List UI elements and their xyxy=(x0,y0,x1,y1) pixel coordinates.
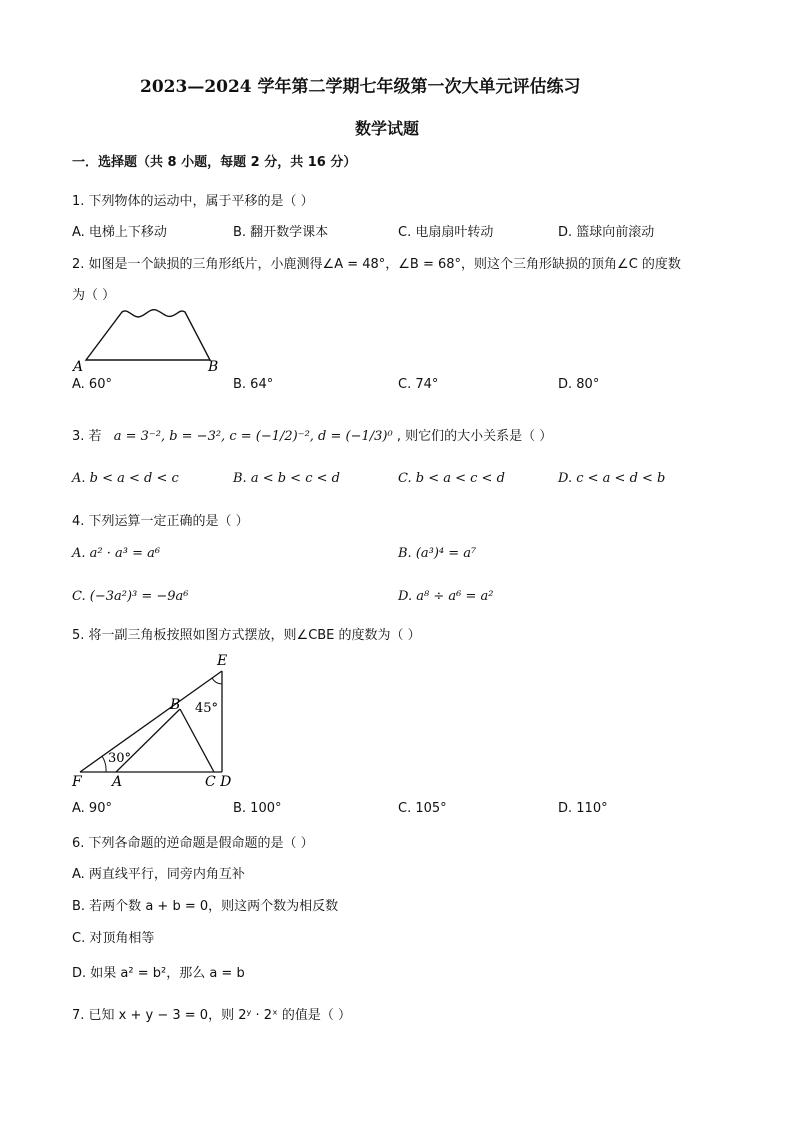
q2-option-a: A. 60° xyxy=(72,377,112,392)
q2-figure xyxy=(70,305,230,375)
q5-label-e: E xyxy=(217,653,228,669)
q5-label-b: B xyxy=(170,697,181,713)
q3-prefix: 3. 若 xyxy=(72,429,102,444)
q5-option-c: C. 105° xyxy=(398,801,447,816)
question-7-stem: 7. 已知 x + y − 3 = 0，则 2ʸ · 2ˣ 的值是（ ） xyxy=(72,1008,352,1023)
q3-option-c: C. b < a < c < d xyxy=(398,471,505,486)
q5-label-a: A xyxy=(112,774,123,790)
q5-label-f: F xyxy=(72,774,82,790)
q3-expression: a = 3⁻², b = −3², c = (−1/2)⁻², d = (−1/3)⁰ xyxy=(113,429,393,444)
q1-option-c: C. 电扇扇叶转动 xyxy=(398,225,494,240)
q2-label-a: A xyxy=(73,359,84,375)
q3-option-b: B. a < b < c < d xyxy=(233,471,340,486)
q6-option-a: A. 两直线平行，同旁内角互补 xyxy=(72,867,245,882)
q5-option-a: A. 90° xyxy=(72,801,112,816)
question-1-stem: 1. 下列物体的运动中，属于平移的是（ ） xyxy=(72,194,314,209)
q5-option-d: D. 110° xyxy=(558,801,608,816)
q4-option-d: D. a⁸ ÷ a⁶ = a² xyxy=(398,589,494,604)
q3-option-a: A. b < a < d < c xyxy=(72,471,179,486)
q4-option-b: B. (a³)⁴ = a⁷ xyxy=(398,546,477,561)
page-subtitle: 数学试题 xyxy=(355,119,420,138)
q6-option-b: B. 若两个数 a + b = 0，则这两个数为相反数 xyxy=(72,899,339,914)
question-2-stem: 2. 如图是一个缺损的三角形纸片，小鹿测得∠A = 48°，∠B = 68°，则这个三角形缺损的顶角∠C 的度数 xyxy=(72,257,681,272)
section-heading: 一．选择题（共 8 小题，每题 2 分，共 16 分） xyxy=(72,155,357,170)
q4-option-c: C. (−3a²)³ = −9a⁶ xyxy=(72,589,189,604)
q6-option-c: C. 对顶角相等 xyxy=(72,931,155,946)
page-title: 2023—2024 学年第二学期七年级第一次大单元评估练习 xyxy=(140,77,581,97)
q1-option-b: B. 翻开数学课本 xyxy=(233,225,329,240)
question-2-stem-cont: 为（ ） xyxy=(72,288,116,303)
question-6-stem: 6. 下列各命题的逆命题是假命题的是（ ） xyxy=(72,836,314,851)
q2-label-b: B xyxy=(208,359,219,375)
q5-label-30: 30° xyxy=(108,751,132,766)
q1-option-d: D. 篮球向前滚动 xyxy=(558,225,655,240)
q6-option-d: D. 如果 a² = b²，那么 a = b xyxy=(72,966,245,981)
q5-line-fe xyxy=(80,671,222,772)
q5-figure xyxy=(68,648,248,793)
q5-label-cd: C D xyxy=(205,774,232,790)
q5-label-45: 45° xyxy=(195,701,219,716)
q3-option-d: D. c < a < d < b xyxy=(558,471,666,486)
question-5-stem: 5. 将一副三角板按照如图方式摆放，则∠CBE 的度数为（ ） xyxy=(72,628,421,643)
q5-arc-30 xyxy=(102,756,106,772)
q3-suffix: , 则它们的大小关系是（ ） xyxy=(396,429,553,444)
q2-option-c: C. 74° xyxy=(398,377,439,392)
q4-option-a: A. a² · a³ = a⁶ xyxy=(72,546,161,561)
q2-option-b: B. 64° xyxy=(233,377,274,392)
q5-arc-45 xyxy=(212,678,222,684)
q1-option-a: A. 电梯上下移动 xyxy=(72,225,167,240)
q5-line-bc xyxy=(180,709,214,772)
q2-broken-triangle xyxy=(86,310,210,360)
q5-option-b: B. 100° xyxy=(233,801,282,816)
question-3-stem xyxy=(72,425,552,444)
question-4-stem: 4. 下列运算一定正确的是（ ） xyxy=(72,514,249,529)
q2-option-d: D. 80° xyxy=(558,377,600,392)
